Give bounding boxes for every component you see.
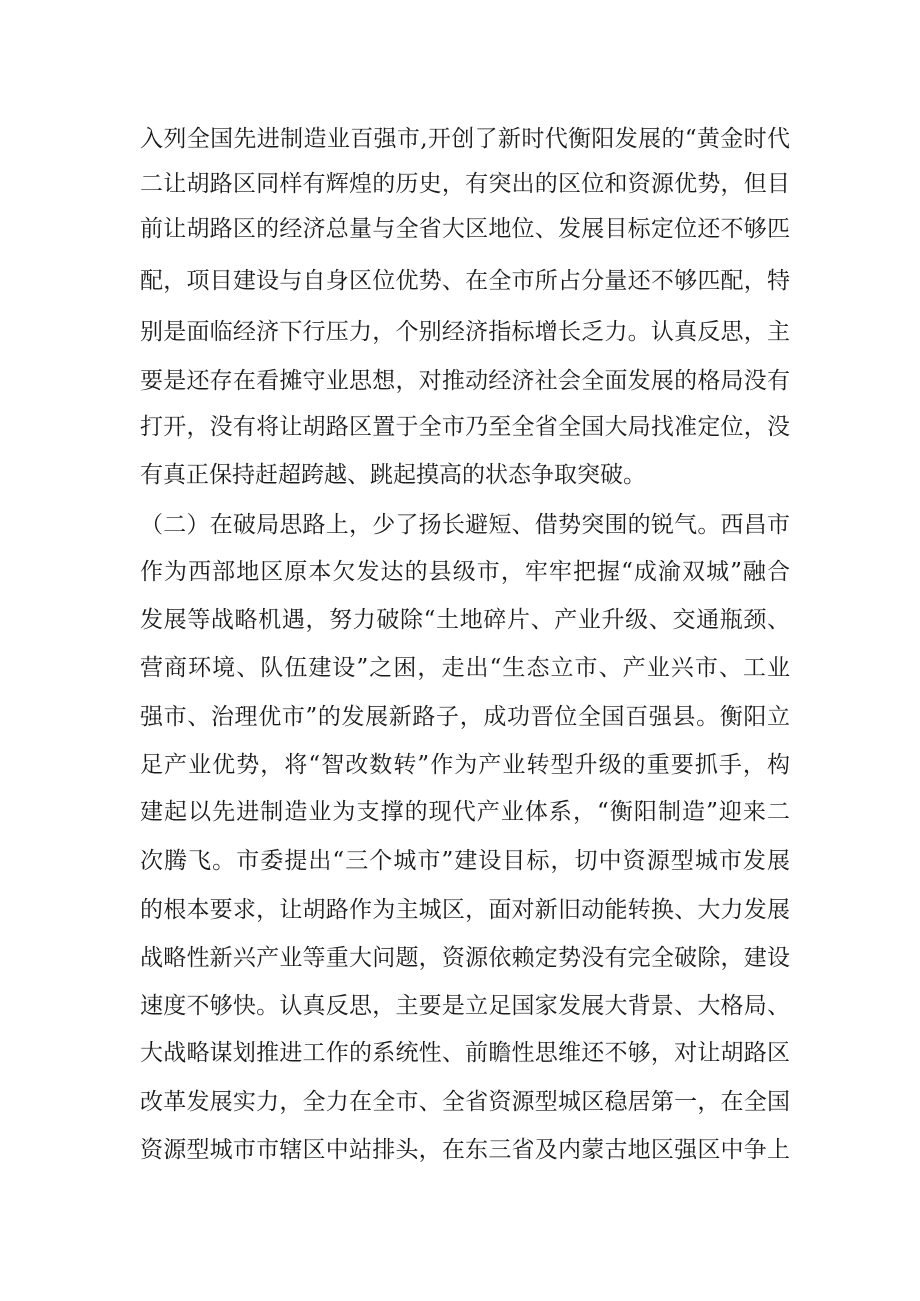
paragraph-2-line-4: 营商环境、队伍建设”之困，走出“生态立市、产业兴市、工业 — [140, 655, 790, 681]
paragraph-1-line-3: 前让胡路区的经济总量与全省大区地位、发展目标定位还不够匹 — [140, 216, 790, 242]
paragraph-2-line-5: 强市、治理优市”的发展新路子，成功晋位全国百强县。衡阳立 — [140, 704, 790, 730]
paragraph-1-line-6: 要是还存在看摊守业思想，对推动经济社会全面发展的格局没有 — [140, 368, 790, 394]
paragraph-2-line-9: 的根本要求，让胡路作为主城区，面对新旧动能转换、大力发展 — [140, 897, 790, 923]
paragraph-1-line-5: 别是面临经济下行压力，个别经济指标增长乏力。认真反思，主 — [140, 319, 790, 345]
paragraph-1-line-8: 有真正保持赶超跨越、跳起摸高的状态争取突破。 — [140, 462, 646, 488]
paragraph-2-line-14: 资源型城市市辖区中站排头，在东三省及内蒙古地区强区中争上 — [140, 1137, 790, 1163]
paragraph-2-line-1: （二）在破局思路上，少了扬长避短、借势突围的锐气。西昌市 — [140, 512, 790, 538]
paragraph-2-line-2: 作为西部地区原本欠发达的县级市，牢牢把握“成渝双城”融合 — [140, 559, 790, 585]
paragraph-2-line-13: 改革发展实力，全力在全市、全省资源型城区稳居第一，在全国 — [140, 1089, 790, 1115]
paragraph-1-line-2: 二让胡路区同样有辉煌的历史，有突出的区位和资源优势，但目 — [140, 171, 790, 197]
paragraph-1-line-1: 入列全国先进制造业百强市,开创了新时代衡阳发展的“黄金时代 — [140, 126, 790, 152]
paragraph-2-line-11: 速度不够快。认真反思，主要是立足国家发展大背景、大格局、 — [140, 993, 790, 1019]
paragraph-1-line-4: 配，项目建设与自身区位优势、在全市所占分量还不够匹配，特 — [140, 268, 790, 294]
paragraph-2-line-6: 足产业优势，将“智改数转”作为产业转型升级的重要抓手，构 — [140, 752, 790, 778]
paragraph-2-line-8: 次腾飞。市委提出“三个城市”建设目标，切中资源型城市发展 — [140, 848, 790, 874]
paragraph-1-line-7: 打开，没有将让胡路区置于全市乃至全省全国大局找准定位，没 — [140, 414, 790, 440]
paragraph-2-line-7: 建起以先进制造业为支撑的现代产业体系，“衡阳制造”迎来二 — [140, 799, 790, 825]
paragraph-2-line-12: 大战略谋划推进工作的系统性、前瞻性思维还不够，对让胡路区 — [140, 1040, 790, 1066]
paragraph-2-line-10: 战略性新兴产业等重大问题，资源依赖定势没有完全破除，建设 — [140, 945, 790, 971]
paragraph-2-line-3: 发展等战略机遇，努力破除“土地碎片、产业升级、交通瓶颈、 — [140, 607, 790, 633]
